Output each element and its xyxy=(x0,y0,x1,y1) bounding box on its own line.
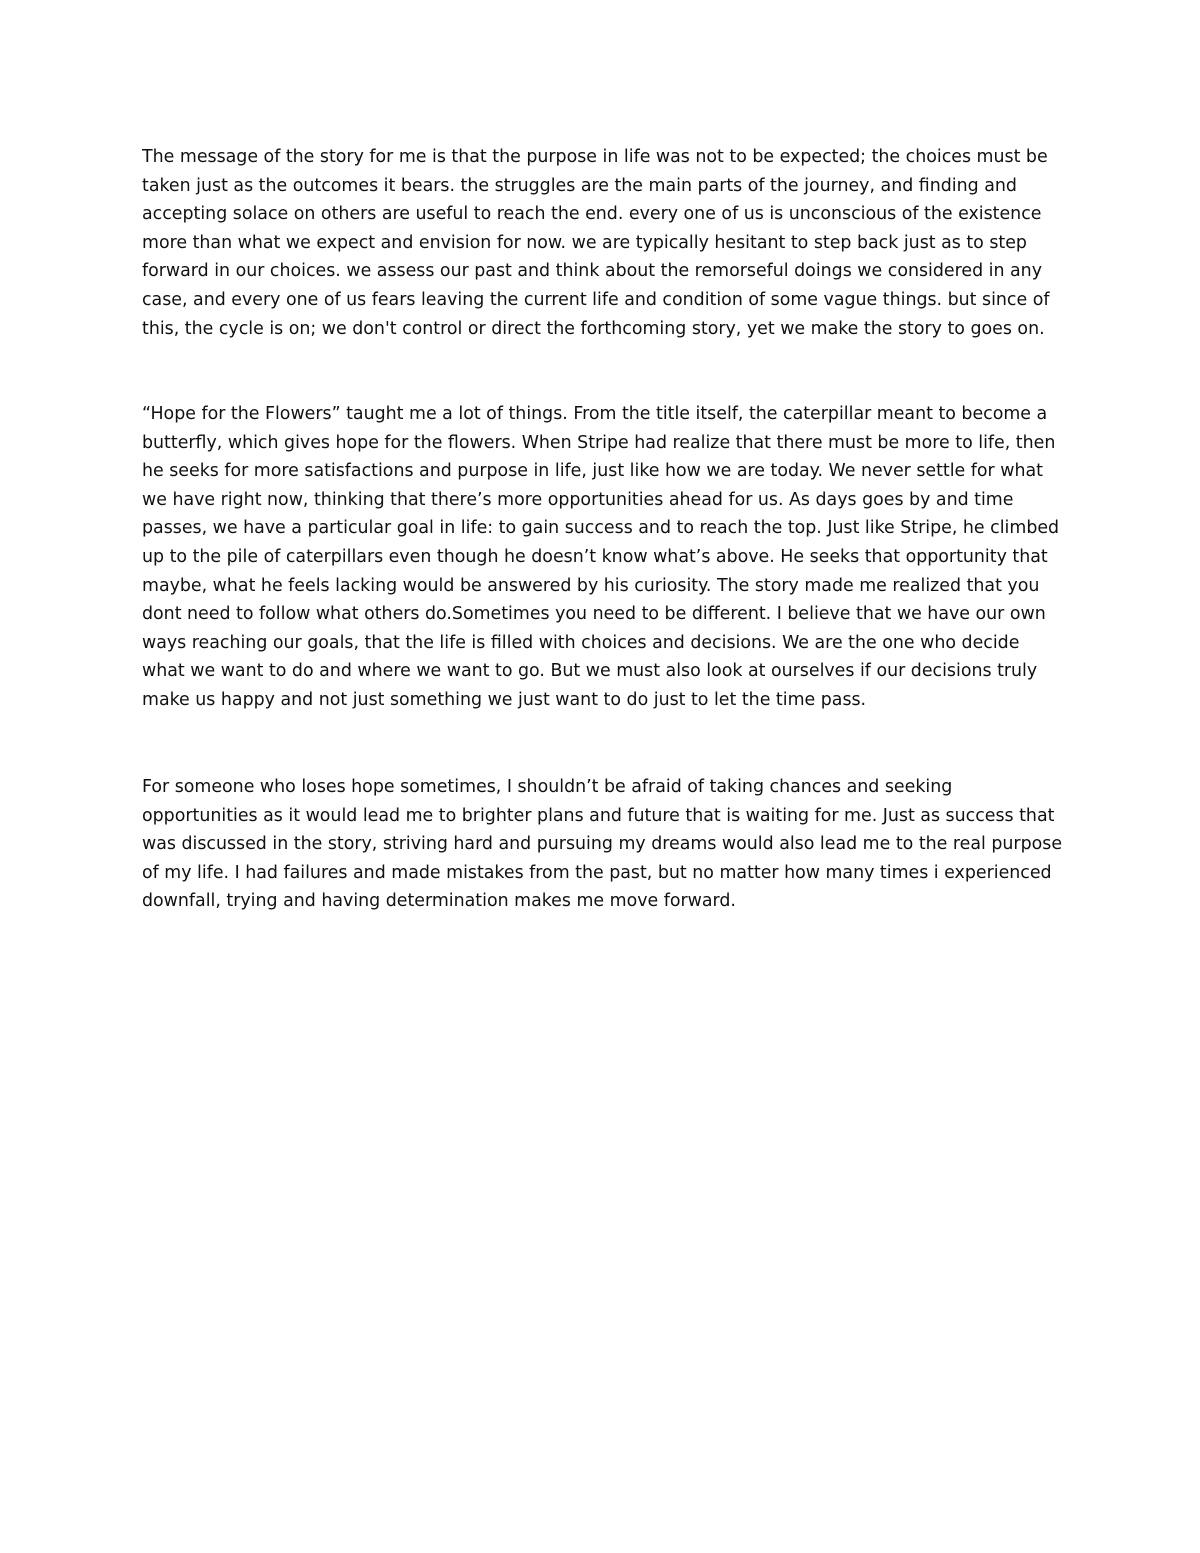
paragraph-line: was discussed in the story, striving hard and pursuing my dreams would also lead me to the real purpose xyxy=(142,834,1063,855)
paragraph-line: downfall, trying and having determination makes me move forward. xyxy=(142,891,736,912)
paragraph-line: what we want to do and where we want to go. But we must also look at ourselves if our decisions truly xyxy=(142,661,1038,682)
paragraph-line: up to the pile of caterpillars even though he doesn’t know what’s above. He seeks that opportunity that xyxy=(142,546,1048,567)
paragraph-line: we have right now, thinking that there’s more opportunities ahead for us. As days goes by and time xyxy=(142,489,1014,510)
paragraph-3 xyxy=(142,773,1082,916)
paragraph-line: more than what we expect and envision for now. we are typically hesitant to step back just as to step xyxy=(142,232,1027,253)
paragraph-line: ways reaching our goals, that the life is filled with choices and decisions. We are the one who decide xyxy=(142,632,1020,653)
paragraph-line: this, the cycle is on; we don't control or direct the forthcoming story, yet we make the story to goes on. xyxy=(142,318,1045,339)
paragraph-2 xyxy=(142,400,1082,715)
paragraph-line: taken just as the outcomes it bears. the struggles are the main parts of the journey, and finding and xyxy=(142,175,1017,196)
paragraph-line: case, and every one of us fears leaving the current life and condition of some vague things. but since of xyxy=(142,289,1050,310)
paragraph-line: opportunities as it would lead me to brighter plans and future that is waiting for me. Just as success that xyxy=(142,805,1055,826)
paragraph-1 xyxy=(142,143,1082,343)
paragraph-line: make us happy and not just something we just want to do just to let the time pass. xyxy=(142,689,867,710)
paragraph-line: he seeks for more satisfactions and purpose in life, just like how we are today. We never settle for what xyxy=(142,461,1043,482)
paragraph-line: passes, we have a particular goal in life: to gain success and to reach the top. Just like Stripe, he climbed xyxy=(142,518,1060,539)
paragraph-line: For someone who loses hope sometimes, I shouldn’t be afraid of taking chances and seeking xyxy=(142,777,953,797)
paragraph-line: “Hope for the Flowers” taught me a lot of things. From the title itself, the caterpillar meant to become a xyxy=(142,404,1048,424)
paragraph-line: maybe, what he feels lacking would be answered by his curiosity. The story made me realized that you xyxy=(142,575,1040,596)
paragraph-line: of my life. I had failures and made mistakes from the past, but no matter how many times i experienced xyxy=(142,862,1052,883)
paragraph-line: forward in our choices. we assess our past and think about the remorseful doings we considered in any xyxy=(142,261,1042,282)
paragraph-line: The message of the story for me is that the purpose in life was not to be expected; the choices must be xyxy=(142,147,1048,167)
paragraph-line: accepting solace on others are useful to reach the end. every one of us is unconscious of the existence xyxy=(142,204,1042,225)
paragraph-line: dont need to follow what others do.Sometimes you need to be different. I believe that we have our own xyxy=(142,604,1046,625)
paragraph-line: butterfly, which gives hope for the flowers. When Stripe had realize that there must be more to life, then xyxy=(142,432,1056,453)
